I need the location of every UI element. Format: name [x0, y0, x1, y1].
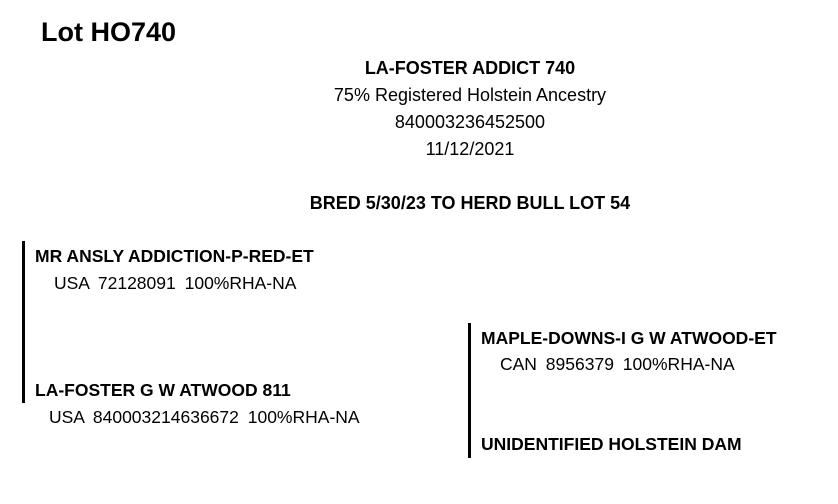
animal-ancestry: 75% Registered Holstein Ancestry	[333, 85, 607, 105]
sire-name: MR ANSLY ADDICTION-P-RED-ET	[35, 246, 314, 266]
animal-id: 840003236452500	[394, 112, 546, 132]
animal-name: LA-FOSTER ADDICT 740	[364, 58, 576, 78]
sire-detail: USA 72128091 100%RHA-NA	[54, 273, 297, 293]
dam-line	[22, 322, 25, 403]
lot-title: Lot HO740	[41, 17, 177, 47]
dam-sire-detail: CAN 8956379 100%RHA-NA	[500, 354, 735, 374]
dam-name: LA-FOSTER G W ATWOOD 811	[35, 380, 291, 400]
dam-sire-name: MAPLE-DOWNS-I G W ATWOOD-ET	[481, 328, 777, 348]
dam-dam-line	[468, 403, 471, 458]
dam-sire-line	[468, 323, 471, 403]
breeding-note: BRED 5/30/23 TO HERD BULL LOT 54	[309, 193, 631, 213]
dam-dam-name: UNIDENTIFIED HOLSTEIN DAM	[481, 434, 742, 454]
dam-detail: USA 840003214636672 100%RHA-NA	[49, 407, 360, 427]
sire-line	[22, 241, 25, 322]
animal-birth-date: 11/12/2021	[425, 139, 515, 159]
